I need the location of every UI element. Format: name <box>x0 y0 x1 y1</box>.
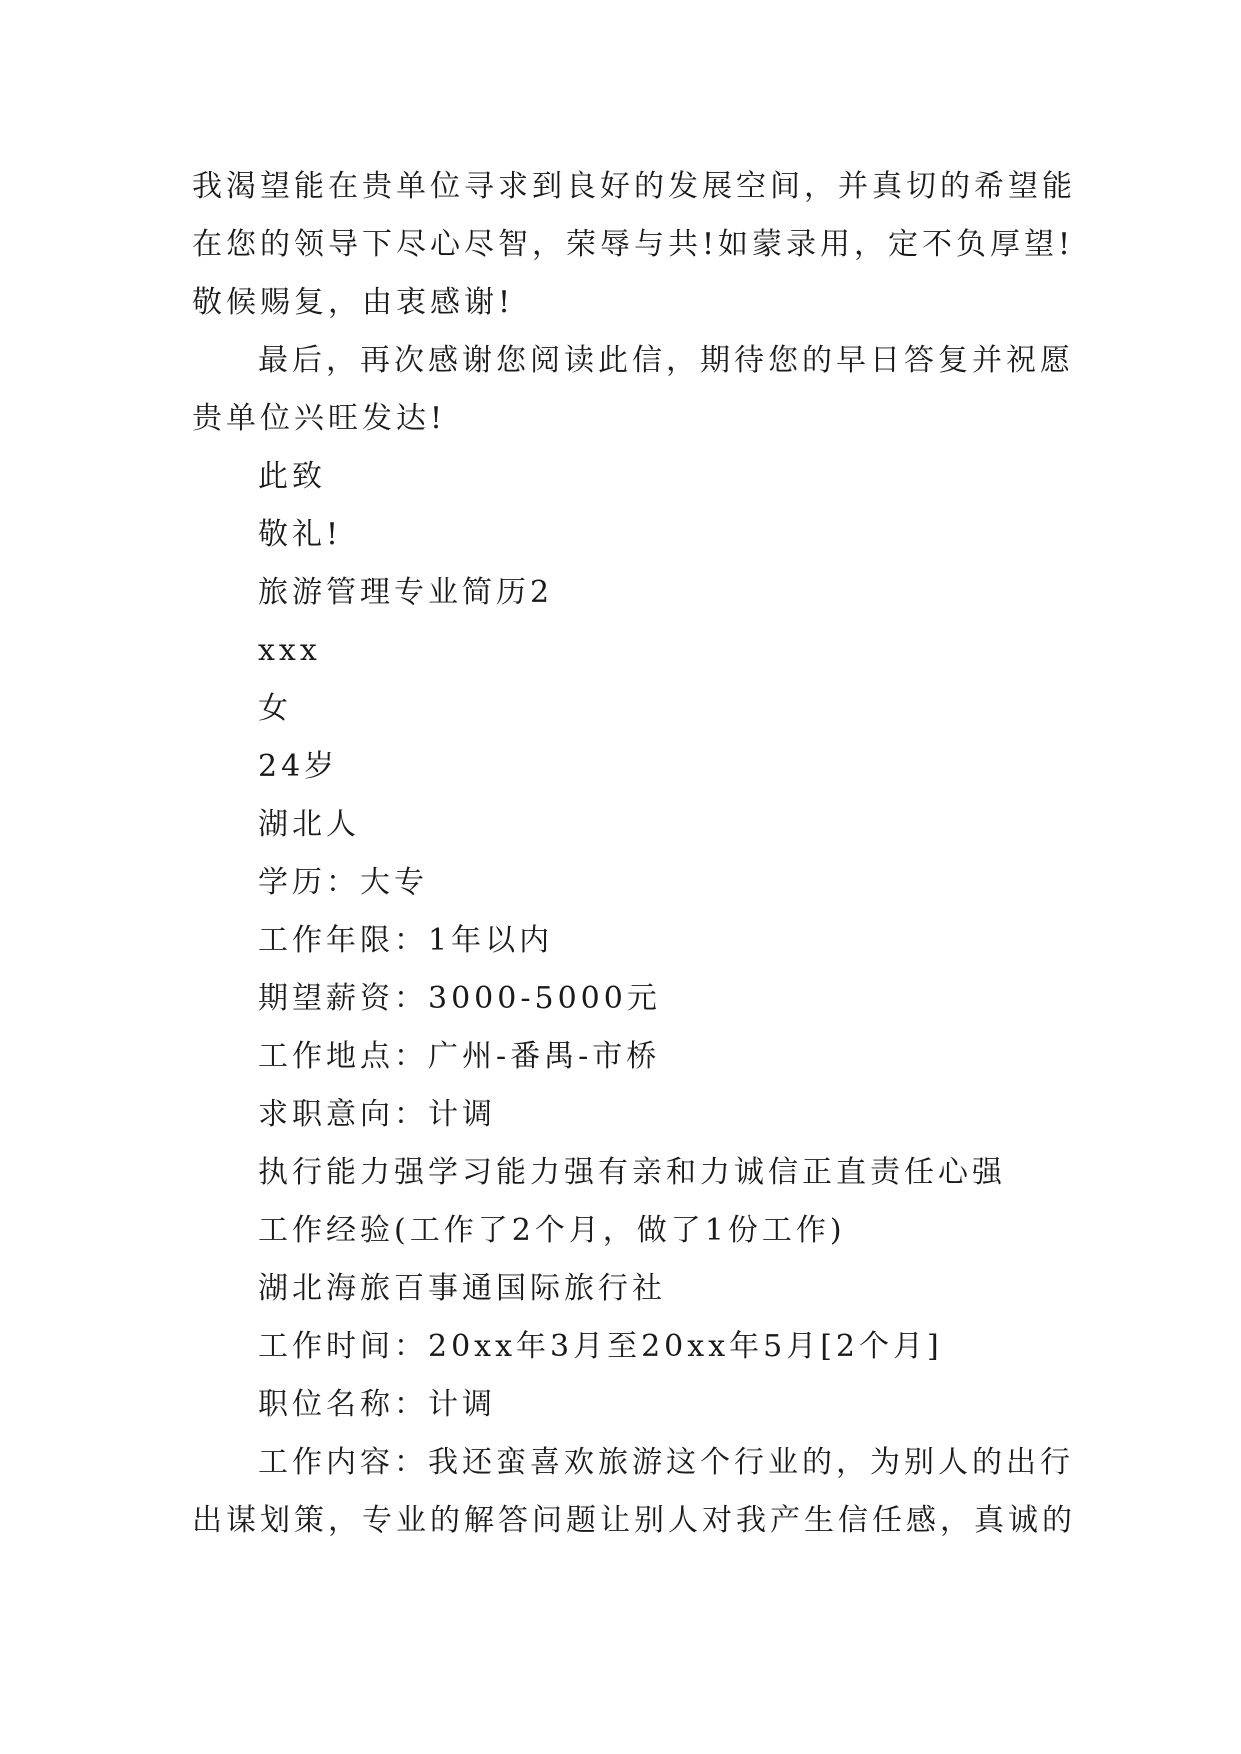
resume-intention: 求职意向：计调 <box>258 1097 496 1132</box>
resume-location: 工作地点：广州-番禺-市桥 <box>258 1039 661 1074</box>
resume-age: 24岁 <box>258 749 339 784</box>
paragraph-line: 敬候赐复，由衷感谢! <box>192 285 515 320</box>
closing-line: 此致 <box>258 459 326 494</box>
resume-name: xxx <box>258 633 321 668</box>
section-title: 旅游管理专业简历2 <box>258 575 554 610</box>
resume-education: 学历：大专 <box>258 865 428 900</box>
paragraph-line: 工作内容：我还蛮喜欢旅游这个行业的，为别人的出行 <box>258 1445 1074 1480</box>
resume-salary: 期望薪资：3000-5000元 <box>258 981 661 1016</box>
resume-origin: 湖北人 <box>258 807 360 842</box>
paragraph-line: 最后，再次感谢您阅读此信，期待您的早日答复并祝愿 <box>258 343 1074 378</box>
resume-experience-years: 工作年限：1年以内 <box>258 923 554 958</box>
resume-gender: 女 <box>258 691 292 726</box>
resume-company: 湖北海旅百事通国际旅行社 <box>258 1271 666 1306</box>
paragraph-line: 我渴望能在贵单位寻求到良好的发展空间，并真切的希望能 <box>192 169 1076 204</box>
closing-line: 敬礼! <box>258 517 343 552</box>
resume-work-period: 工作时间：20xx年3月至20xx年5月[2个月] <box>258 1329 943 1364</box>
resume-strengths: 执行能力强学习能力强有亲和力诚信正直责任心强 <box>258 1155 1006 1190</box>
resume-position: 职位名称：计调 <box>258 1387 496 1422</box>
paragraph-line: 贵单位兴旺发达! <box>192 401 447 436</box>
paragraph-line: 在您的领导下尽心尽智，荣辱与共!如蒙录用，定不负厚望! <box>192 227 1075 262</box>
resume-work-experience: 工作经验(工作了2个月，做了1份工作) <box>258 1213 846 1248</box>
paragraph-line: 出谋划策，专业的解答问题让别人对我产生信任感，真诚的 <box>192 1503 1076 1538</box>
